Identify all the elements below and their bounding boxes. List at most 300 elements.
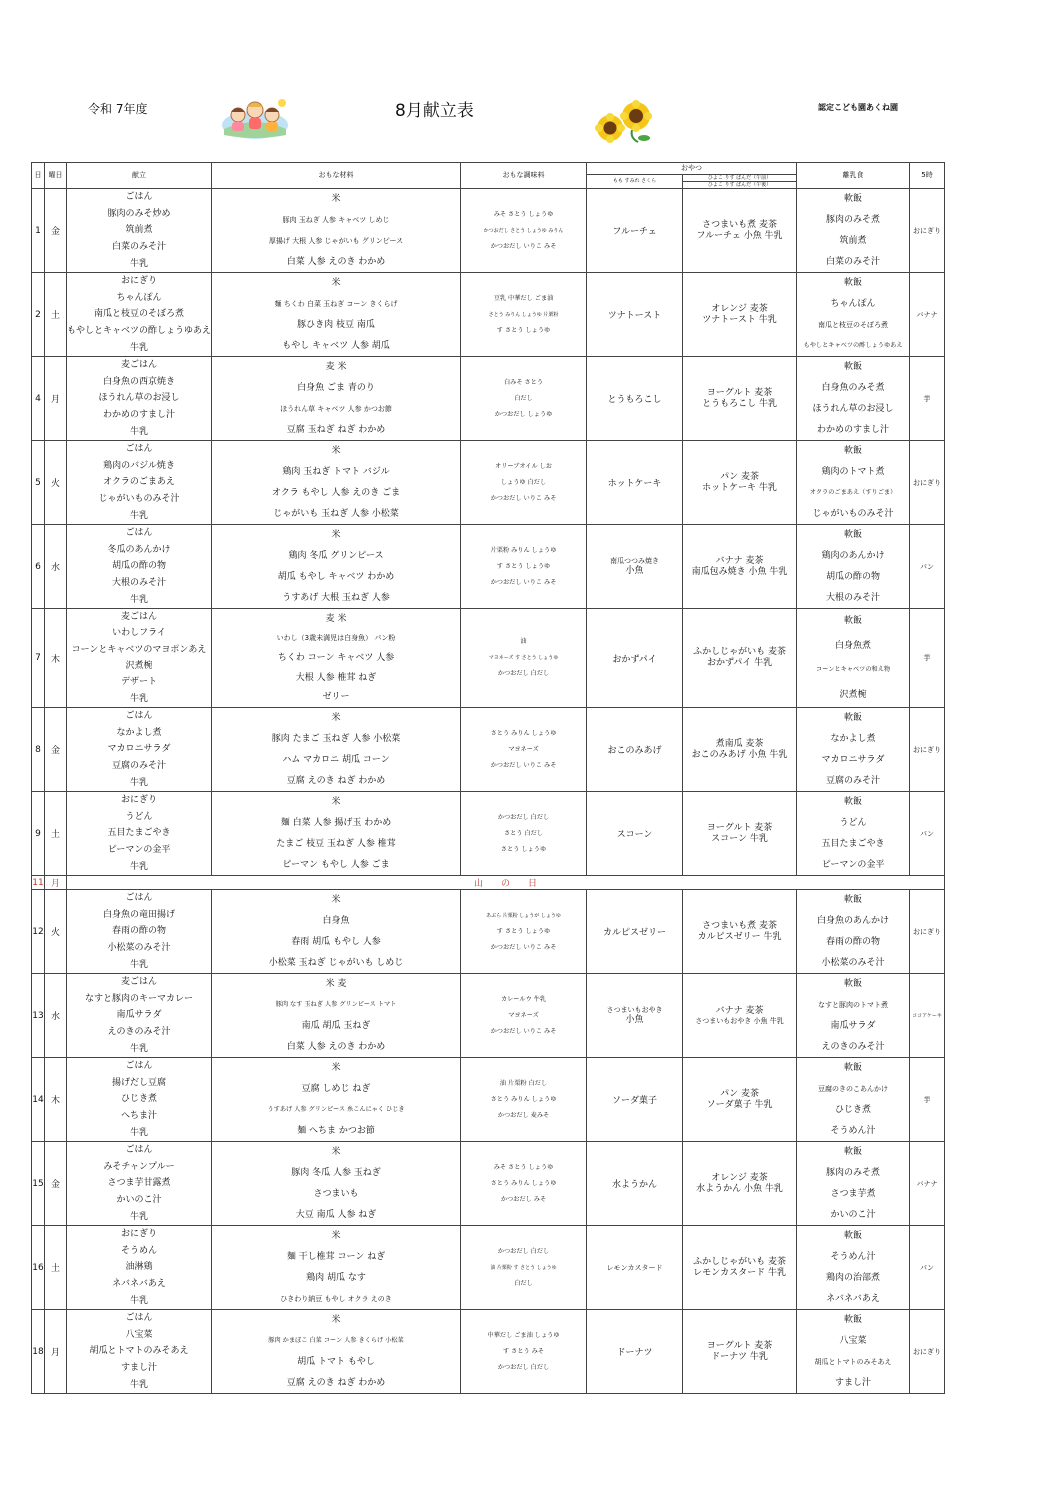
ingredient-line: 麦 米 <box>325 613 347 624</box>
menu-item-line: ごはん <box>125 1145 153 1156</box>
menu-item-line: 牛乳 <box>130 777 149 788</box>
snack-hiyoko-line: さつまいも煮 麦茶 <box>702 920 777 931</box>
seasoning-cell <box>461 890 587 974</box>
rinyu-line: えのきのみそ汁 <box>821 1041 885 1052</box>
snack-hiyoko-line: とうもろこし 牛乳 <box>702 398 777 409</box>
ingredient-cell <box>212 890 461 974</box>
ingredient-line: いわし（3歳未満児は白身魚） パン粉 <box>276 634 396 643</box>
day-number: 2 <box>32 273 45 357</box>
seasoning-cell <box>461 609 587 708</box>
rinyu-line: 五目たまごやき <box>821 838 885 849</box>
weekday: 木 <box>45 609 67 708</box>
col-day: 日 <box>32 163 45 189</box>
ingredient-cell <box>212 1058 461 1142</box>
snack-hiyoko-line: パン 麦茶 <box>720 471 759 482</box>
five-oclock-snack <box>910 708 945 792</box>
ingredient-line: 豆腐 しめじ ねぎ <box>301 1084 371 1095</box>
weekday: 金 <box>45 189 67 273</box>
snack-hiyoko-line: 南瓜包み焼き 小魚 牛乳 <box>691 566 788 577</box>
ingredient-line: 胡瓜 もやし キャベツ わかめ <box>277 571 395 582</box>
day-number: 7 <box>32 609 45 708</box>
snack-momo <box>587 792 683 876</box>
snack-momo-text: ソーダ菓子 <box>612 1096 658 1106</box>
five-oclock-snack <box>910 974 945 1058</box>
menu-item-line: ごはん <box>125 444 153 455</box>
ingredient-cell <box>212 189 461 273</box>
snack-momo <box>587 273 683 357</box>
day-number: 16 <box>32 1226 45 1310</box>
seasoning-line: 白みそ さとう <box>503 378 544 386</box>
snack-hiyoko <box>683 441 797 525</box>
ingredient-line: うすあげ 大根 玉ねぎ 人参 <box>282 592 390 603</box>
menu-item-line: 牛乳 <box>130 1043 149 1054</box>
rinyu-cell <box>797 189 910 273</box>
seasoning-cell <box>461 708 587 792</box>
menu-item-list <box>67 525 211 608</box>
seasoning-line: さとう みりん しょうゆ <box>490 1095 557 1103</box>
menu-table <box>31 162 945 1394</box>
rinyu-list <box>797 609 909 707</box>
menu-item-line: 油淋鶏 <box>125 1262 153 1273</box>
seasoning-line: かつおだし 白だし <box>497 1247 550 1255</box>
five-oclock-text: おにぎり <box>913 226 942 235</box>
rinyu-cell <box>797 273 910 357</box>
ingredient-line: ゼリー <box>322 692 350 703</box>
holiday-name: 山 の 日 <box>67 876 945 890</box>
rinyu-line: 白身魚のあんかけ <box>817 916 890 927</box>
snack-momo-line: さつまいもおやき <box>606 1005 663 1014</box>
five-oclock-text: バナナ <box>916 310 938 319</box>
menu-row <box>32 1310 945 1394</box>
day-number: 18 <box>32 1310 45 1394</box>
menu-item-line: なかよし煮 <box>116 727 162 738</box>
menu-item-cell <box>67 890 212 974</box>
five-oclock-snack <box>910 357 945 441</box>
snack-momo <box>587 1142 683 1226</box>
five-oclock-snack <box>910 792 945 876</box>
weekday: 木 <box>45 1058 67 1142</box>
ingredient-list <box>212 708 460 791</box>
rinyu-line: 南瓜と枝豆のそぼろ煮 <box>818 320 889 329</box>
snack-momo-text: おこのみあげ <box>607 746 662 756</box>
seasoning-line: マヨネーズ <box>508 745 539 753</box>
snack-hiyoko-line: レモンカスタード 牛乳 <box>693 1267 786 1278</box>
ingredient-line: 胡瓜 トマト もやし <box>297 1356 375 1367</box>
menu-item-line: デザート <box>121 677 158 688</box>
seasoning-list <box>461 525 586 608</box>
menu-item-line: わかめのすまし汁 <box>103 410 176 421</box>
seasoning-line: かつおだし しょうゆ <box>494 410 553 418</box>
menu-item-line: 白身魚の西京焼き <box>103 376 176 387</box>
ingredient-list <box>212 974 460 1057</box>
ingredient-line: 米 <box>331 446 341 457</box>
menu-item-line: へちま汁 <box>121 1111 158 1122</box>
snack-momo-text: 水ようかん <box>612 1180 658 1190</box>
menu-item-line: 揚げだし豆腐 <box>112 1077 167 1088</box>
snack-momo <box>587 357 683 441</box>
rinyu-line: 軟飯 <box>844 895 863 906</box>
rinyu-line: 軟飯 <box>844 979 863 990</box>
ingredient-line: 米 <box>331 194 341 205</box>
ingredient-line: ひきわり納豆 もやし オクラ えのき <box>280 1294 392 1303</box>
snack-momo <box>587 441 683 525</box>
rinyu-line: 軟飯 <box>844 616 863 627</box>
rinyu-line: さつま芋煮 <box>830 1188 876 1199</box>
menu-item-cell <box>67 1058 212 1142</box>
fiscal-year: 令和 7年度 <box>88 102 148 116</box>
ingredient-list <box>212 1142 460 1225</box>
col-five: 5時 <box>910 163 945 189</box>
rinyu-line: 軟飯 <box>844 1147 863 1158</box>
rinyu-line: 春雨の酢の物 <box>826 936 881 947</box>
rinyu-line: 軟飯 <box>844 530 863 541</box>
ingredient-list <box>212 441 460 524</box>
rinyu-cell <box>797 974 910 1058</box>
snack-hiyoko <box>683 357 797 441</box>
seasoning-line: かつおだし 白だし <box>497 813 550 821</box>
snack-hiyoko-line: ヨーグルト 麦茶 <box>706 387 773 398</box>
weekday: 月 <box>45 876 67 890</box>
seasoning-line: かつおだし いりこ みそ <box>490 1027 557 1035</box>
seasoning-line: 油 <box>520 638 527 645</box>
menu-item-cell <box>67 525 212 609</box>
snack-hiyoko-line: パン 麦茶 <box>720 1088 759 1099</box>
menu-item-line: ごはん <box>125 1313 153 1324</box>
day-number: 15 <box>32 1142 45 1226</box>
snack-momo-text: ツナトースト <box>607 311 662 321</box>
rinyu-line: ちゃんぽん <box>830 299 876 310</box>
snack-hiyoko-line: フルーチェ 小魚 牛乳 <box>696 230 783 241</box>
snack-hiyoko-line: さつまいも煮 麦茶 <box>702 219 777 230</box>
five-oclock-text: パン <box>920 1263 935 1272</box>
snack-hiyoko-line: ドーナツ 牛乳 <box>711 1351 768 1362</box>
snack-hiyoko-line: バナナ 麦茶 <box>715 1005 764 1016</box>
seasoning-line: さとう みりん しょうゆ <box>490 729 557 737</box>
ingredient-line: 米 <box>331 1147 341 1158</box>
rinyu-line: コーンとキャベツの和え物 <box>815 666 891 674</box>
rinyu-line: かいのこ汁 <box>830 1209 876 1220</box>
menu-item-line: ネバネバあえ <box>112 1279 166 1290</box>
snack-hiyoko <box>683 1310 797 1394</box>
menu-item-cell <box>67 708 212 792</box>
menu-item-line: マカロニサラダ <box>107 744 171 755</box>
snack-momo-text: ホットケーキ <box>607 479 662 489</box>
menu-item-list <box>67 974 211 1057</box>
seasoning-list <box>461 189 586 272</box>
rinyu-list <box>797 890 909 973</box>
rinyu-line: 白身魚煮 <box>835 640 872 651</box>
ingredient-list <box>212 1226 460 1309</box>
col-snack-hiyoko-am: ひよこ りす ぱんだ（午前） <box>683 175 797 182</box>
snack-hiyoko-line: スコーン 牛乳 <box>711 833 768 844</box>
five-oclock-snack <box>910 1142 945 1226</box>
ingredient-list <box>212 890 460 973</box>
rinyu-list <box>797 441 909 524</box>
rinyu-line: 軟飯 <box>844 278 863 289</box>
weekday: 月 <box>45 357 67 441</box>
snack-hiyoko <box>683 708 797 792</box>
rinyu-list <box>797 273 909 356</box>
five-oclock-snack <box>910 525 945 609</box>
ingredient-line: 豚肉 冬瓜 人参 玉ねぎ <box>291 1168 381 1179</box>
seasoning-cell <box>461 1226 587 1310</box>
rinyu-line: 軟飯 <box>844 713 863 724</box>
seasoning-line: 油 片栗粉 白だし <box>499 1079 548 1087</box>
rinyu-line: もやしとキャベツの酢しょうゆあえ <box>803 341 903 349</box>
ingredient-list <box>212 792 460 875</box>
seasoning-line: さとう みりん しょうゆ 片栗粉 <box>488 311 559 318</box>
rinyu-line: ひじき煮 <box>835 1104 872 1115</box>
seasoning-list <box>461 1310 586 1393</box>
rinyu-line: 鶏肉の治部煮 <box>826 1272 881 1283</box>
rinyu-line: 豆腐のみそ汁 <box>826 775 881 786</box>
snack-hiyoko-line: ふかしじゃがいも 麦茶 <box>693 1256 786 1267</box>
menu-row <box>32 609 945 708</box>
ingredient-line: 南瓜 胡瓜 玉ねぎ <box>301 1020 371 1031</box>
rinyu-list <box>797 189 909 272</box>
ingredient-line: 麦 米 <box>325 362 347 373</box>
seasoning-list <box>461 974 586 1057</box>
menu-row <box>32 273 945 357</box>
weekday: 土 <box>45 1226 67 1310</box>
ingredient-line: 鶏肉 胡瓜 なす <box>306 1272 366 1283</box>
menu-item-line: 大根のみそ汁 <box>112 578 167 589</box>
five-oclock-snack <box>910 1310 945 1394</box>
snack-hiyoko <box>683 609 797 708</box>
sunflower-illustration <box>592 100 658 144</box>
menu-item-line: 冬瓜のあんかけ <box>107 544 171 555</box>
five-oclock-text: おにぎり <box>913 745 942 754</box>
menu-row <box>32 357 945 441</box>
seasoning-line: かつおだし いりこ みそ <box>490 494 557 502</box>
ingredient-line: 米 <box>331 713 341 724</box>
ingredient-line: 豚肉 かまぼこ 白菜 コーン 人参 きくらげ 小松菜 <box>268 1337 404 1345</box>
menu-item-list <box>67 1142 211 1225</box>
ingredient-line: じゃがいも 玉ねぎ 人参 小松菜 <box>273 508 399 519</box>
weekday: 土 <box>45 792 67 876</box>
seasoning-list <box>461 1226 586 1309</box>
rinyu-line: そうめん汁 <box>830 1125 876 1136</box>
ingredient-cell <box>212 708 461 792</box>
menu-item-line: 牛乳 <box>130 1295 149 1306</box>
rinyu-cell <box>797 708 910 792</box>
ingredient-cell <box>212 357 461 441</box>
menu-item-line: 南瓜と枝豆のそぼろ煮 <box>94 309 185 320</box>
ingredient-line: 大根 人参 椎茸 ねぎ <box>295 672 377 683</box>
menu-item-line: 牛乳 <box>130 594 149 605</box>
five-oclock-snack <box>910 1058 945 1142</box>
menu-item-line: 牛乳 <box>130 1127 149 1138</box>
school-name: 認定こども園あくね園 <box>818 103 898 112</box>
five-oclock-snack <box>910 890 945 974</box>
snack-momo <box>587 1226 683 1310</box>
five-oclock-snack <box>910 441 945 525</box>
menu-item-line: 牛乳 <box>130 510 149 521</box>
snack-hiyoko-line: さつまいもおやき 小魚 牛乳 <box>695 1016 784 1025</box>
snack-hiyoko <box>683 1226 797 1310</box>
ingredient-list <box>212 525 460 608</box>
menu-item-list <box>67 273 211 356</box>
children-illustration <box>220 95 290 141</box>
ingredient-list <box>212 189 460 272</box>
rinyu-line: 軟飯 <box>844 1231 863 1242</box>
rinyu-line: そうめん汁 <box>830 1252 876 1263</box>
menu-item-line: ごはん <box>125 192 153 203</box>
menu-item-line: ちゃんぽん <box>116 292 162 303</box>
rinyu-line: 胡瓜とトマトのみそあえ <box>814 1357 892 1366</box>
ingredient-line: 米 <box>331 1315 341 1326</box>
rinyu-line: わかめのすまし汁 <box>817 424 890 435</box>
col-menu: 献立 <box>67 163 212 189</box>
seasoning-line: かつおだし いりこ みそ <box>490 943 557 951</box>
rinyu-line: 沢煮椀 <box>839 689 867 700</box>
menu-item-line: おにぎり <box>121 1229 158 1240</box>
snack-hiyoko-line: ホットケーキ 牛乳 <box>702 482 777 493</box>
rinyu-line: 胡瓜の酢の物 <box>826 571 881 582</box>
ingredient-list <box>212 273 460 356</box>
ingredient-line: 小松菜 玉ねぎ じゃがいも しめじ <box>268 957 404 968</box>
rinyu-cell <box>797 525 910 609</box>
menu-item-line: じゃがいものみそ汁 <box>98 494 180 505</box>
menu-item-line: コーンとキャベツのマヨポンあえ <box>71 644 207 655</box>
menu-row <box>32 974 945 1058</box>
menu-item-list <box>67 189 211 272</box>
seasoning-cell <box>461 1058 587 1142</box>
seasoning-list <box>461 609 586 707</box>
seasoning-line: みそ さとう しょうゆ <box>493 210 554 218</box>
weekday: 月 <box>45 1310 67 1394</box>
menu-row <box>32 189 945 273</box>
menu-item-line: 鶏肉のバジル焼き <box>103 460 175 471</box>
ingredient-line: 白菜 人参 えのき わかめ <box>286 256 386 267</box>
col-ingredients: おもな材料 <box>212 163 461 189</box>
five-oclock-text: パン <box>920 829 935 838</box>
seasoning-cell <box>461 974 587 1058</box>
rinyu-line: 白身魚のみそ煮 <box>821 383 885 394</box>
rinyu-line: 八宝菜 <box>839 1336 867 1347</box>
five-oclock-snack <box>910 273 945 357</box>
ingredient-cell <box>212 525 461 609</box>
snack-hiyoko-line: 水ようかん 小魚 牛乳 <box>696 1183 783 1194</box>
menu-row <box>32 1142 945 1226</box>
menu-row <box>32 1058 945 1142</box>
snack-hiyoko-line: ヨーグルト 麦茶 <box>706 822 773 833</box>
five-oclock-text: パン <box>920 562 935 571</box>
ingredient-line: 白身魚 <box>322 916 350 927</box>
rinyu-list <box>797 357 909 440</box>
ingredient-line: オクラ もやし 人参 えのき ごま <box>271 487 401 498</box>
snack-momo-line: 南瓜つつみ焼き <box>610 556 660 565</box>
rinyu-cell <box>797 1226 910 1310</box>
rinyu-line: 軟飯 <box>844 446 863 457</box>
seasoning-line: かつおだし 白だし <box>497 670 550 677</box>
ingredient-line: 白身魚 ごま 青のり <box>297 383 375 394</box>
ingredient-line: ちくわ コーン キャベツ 人参 <box>277 652 395 663</box>
menu-row <box>32 1226 945 1310</box>
ingredient-line: 米 <box>331 895 341 906</box>
rinyu-line: 白菜のみそ汁 <box>826 256 881 267</box>
snack-momo-text: カルピスゼリー <box>603 928 667 938</box>
seasoning-cell <box>461 189 587 273</box>
rinyu-line: 鶏肉のトマト煮 <box>821 467 885 478</box>
ingredient-line: 豚肉 たまご 玉ねぎ 人参 小松菜 <box>271 734 401 745</box>
ingredient-line: ピーマン もやし 人参 ごま <box>282 859 390 870</box>
ingredient-line: さつまいも <box>313 1188 359 1199</box>
snack-hiyoko-line: オレンジ 麦茶 <box>711 1172 768 1183</box>
menu-item-line: 白身魚の竜田揚げ <box>103 909 176 920</box>
ingredient-line: 米 <box>331 797 341 808</box>
seasoning-line: カレールウ 牛乳 <box>500 995 547 1003</box>
menu-item-line: ピーマンの金平 <box>107 845 171 856</box>
menu-row <box>32 525 945 609</box>
menu-item-list <box>67 1310 211 1393</box>
snack-momo-line: 小魚 <box>625 1014 644 1025</box>
rinyu-line: ほうれん草のお浸し <box>812 403 894 414</box>
menu-item-cell <box>67 1226 212 1310</box>
menu-item-line: 胡瓜とトマトのみそあえ <box>89 1346 189 1357</box>
ingredient-cell <box>212 273 461 357</box>
day-number: 4 <box>32 357 45 441</box>
five-oclock-text: 芋 <box>923 394 931 403</box>
holiday-row <box>32 876 945 890</box>
snack-momo <box>587 1310 683 1394</box>
snack-hiyoko-line: バナナ 麦茶 <box>715 555 764 566</box>
day-number: 12 <box>32 890 45 974</box>
menu-item-line: オクラのごまあえ <box>103 477 175 488</box>
five-oclock-text: おにぎり <box>913 927 942 936</box>
rinyu-cell <box>797 890 910 974</box>
snack-hiyoko <box>683 525 797 609</box>
ingredient-list <box>212 1058 460 1141</box>
ingredient-line: たまご 枝豆 玉ねぎ 人参 椎茸 <box>276 838 396 849</box>
menu-item-line: 八宝菜 <box>125 1329 153 1340</box>
seasoning-list <box>461 441 586 524</box>
snack-momo <box>587 1058 683 1142</box>
snack-momo <box>587 189 683 273</box>
snack-momo-text: おかずパイ <box>612 654 657 665</box>
ingredient-line: ハム マカロニ 胡瓜 コーン <box>282 754 390 765</box>
seasoning-line: オリーブオイル しお <box>495 462 552 470</box>
seasoning-line: す さとう みそ <box>502 1347 545 1355</box>
menu-item-line: 小松菜のみそ汁 <box>107 943 171 954</box>
menu-item-line: ごはん <box>125 528 153 539</box>
ingredient-line: 麺 ちくわ 白菜 玉ねぎ コーン きくらげ <box>274 300 398 309</box>
menu-item-list <box>67 609 211 707</box>
day-number: 14 <box>32 1058 45 1142</box>
ingredient-line: 大豆 南瓜 人参 ねぎ <box>295 1209 377 1220</box>
col-weekday: 曜日 <box>45 163 67 189</box>
menu-item-line: いわしフライ <box>112 628 166 639</box>
seasoning-line: さとう 白だし <box>503 829 544 837</box>
ingredient-line: 鶏肉 玉ねぎ トマト バジル <box>282 467 390 478</box>
day-number: 11 <box>32 877 44 888</box>
menu-item-line: ごはん <box>125 1061 153 1072</box>
ingredient-line: 春雨 胡瓜 もやし 人参 <box>291 936 381 947</box>
snack-hiyoko-line: ソーダ菓子 牛乳 <box>706 1099 773 1110</box>
menu-item-line: 牛乳 <box>130 861 149 872</box>
ingredient-list <box>212 357 460 440</box>
seasoning-list <box>461 1058 586 1141</box>
day-number: 8 <box>32 708 45 792</box>
rinyu-cell <box>797 441 910 525</box>
rinyu-cell <box>797 357 910 441</box>
menu-item-list <box>67 890 211 973</box>
rinyu-line: ピーマンの金平 <box>821 859 885 870</box>
snack-momo <box>587 890 683 974</box>
rinyu-line: 豚肉のみそ煮 <box>826 1168 881 1179</box>
ingredient-line: 白菜 人参 えのき わかめ <box>286 1041 386 1052</box>
seasoning-line: さとう みりん しょうゆ <box>490 1179 557 1187</box>
